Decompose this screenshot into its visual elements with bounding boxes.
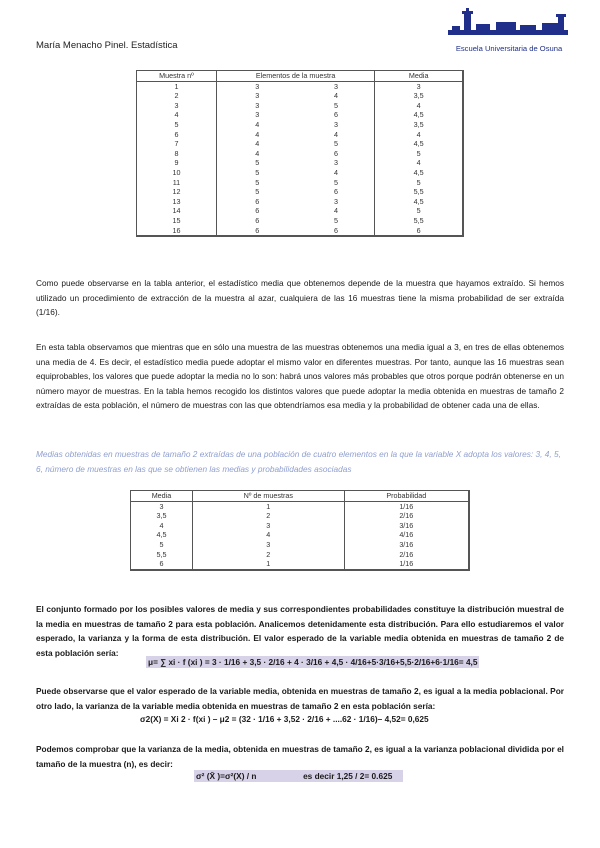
- table-row: [137, 149, 464, 159]
- table-caption: Medias obtenidas en muestras de tamaño 2 extraídas de una población de cuatro elementos en la que la variable X adopta los valores: 3, 4, 5, 6, número de muestras en las que se obtienen las medias y probabilidades asociadas: [36, 449, 561, 474]
- variance-of-mean-formula: [194, 770, 403, 782]
- probability: 3/16: [344, 540, 469, 550]
- mean-value: 5: [131, 540, 193, 550]
- sample-number: 3: [137, 101, 217, 111]
- sample-mean: 6: [375, 226, 463, 237]
- table-row: [137, 101, 464, 111]
- table-row: [137, 120, 464, 130]
- table-row: [137, 178, 464, 188]
- mean-value: 4,5: [131, 530, 193, 540]
- sample-number: 7: [137, 139, 217, 149]
- sample-element-1: 5: [216, 158, 297, 168]
- sample-number: 14: [137, 206, 217, 216]
- sample-element-2: 4: [333, 167, 338, 177]
- table-row: [131, 521, 470, 531]
- table-row: [137, 226, 464, 237]
- variance-formula: σ2(X) = Xi 2 · f(xi ) – μ2 = (32 · 1/16 + 3,52 · 2/16 + ....62 · 1/16)– 4,52= 0,625: [140, 714, 429, 724]
- sample-element-1: 5: [216, 187, 297, 197]
- sample-element-1: 4: [216, 149, 297, 159]
- paragraph-5: Podemos comprobar que la varianza de la media, obtenida en muestras de tamaño 2, es igual a la varianza poblacional dividida por el tamaño de la muestra (n), es decir:: [36, 744, 564, 769]
- sample-count: 1: [192, 559, 344, 570]
- probability: 3/16: [344, 521, 469, 531]
- sample-element-2: 3: [333, 196, 338, 206]
- means-header-count: Nº de muestras: [192, 491, 344, 502]
- sample-element-2: 3: [333, 158, 338, 168]
- sample-count: 1: [192, 501, 344, 511]
- sample-number: 10: [137, 168, 217, 178]
- sample-element-2: 4: [333, 91, 338, 101]
- table-row: [137, 130, 464, 140]
- sample-element-2: 5: [333, 215, 338, 225]
- means-header-mean: Media: [131, 491, 193, 502]
- sample-element-2: 6: [333, 148, 338, 158]
- sample-element-1: 6: [216, 197, 297, 207]
- sample-mean: 3,5: [375, 120, 463, 130]
- paragraph-2: En esta tabla observamos que mientras que en sólo una muestra de las muestras obtenemos una media igual a 3, en tres de ellas obtenemos una media de 4. Es decir, el estadístico media puede adoptar el mismo valor en diferentes muestras. Por tanto, aunque las 16 muestras sean equiprobables, los valores que puede adoptar la media no lo son: habrá unos valores más probables que otros porque podrán obtenerse en un número mayor de muestras. En la tabla hemos recogido los distintos valores que puede adoptar la media obtenida en muestras de tamaño 2 extraídas de esta población, el número de muestras con las que obtendríamos esa media y la probabilidad de obtener cada una de ellas.: [36, 342, 564, 411]
- sample-number: 4: [137, 110, 217, 120]
- samples-header-number: Muestra nº: [137, 71, 217, 82]
- sample-element-1: 5: [216, 178, 297, 188]
- table-row: [131, 530, 470, 540]
- table-row: [137, 216, 464, 226]
- sample-element-1: 5: [216, 168, 297, 178]
- expected-value-formula: μ= ∑ xi · f (xi ) = 3 · 1/16 + 3,5 · 2/16 + 4 · 3/16 + 4,5 · 4/16+5·3/16+5,5·2/16+6·1/16= 4,5: [148, 657, 478, 667]
- sample-mean: 4: [375, 158, 463, 168]
- table-row: [137, 139, 464, 149]
- probability: 1/16: [344, 501, 469, 511]
- table-row: [137, 168, 464, 178]
- variance-of-mean-result: es decir 1,25 / 2= 0.625: [303, 771, 393, 781]
- sample-element-2: 6: [333, 110, 338, 120]
- sample-number: 5: [137, 120, 217, 130]
- samples-header-mean: Media: [375, 71, 463, 82]
- sample-number: 11: [137, 178, 217, 188]
- sample-mean: 5: [375, 149, 463, 159]
- table-row: [137, 91, 464, 101]
- sample-element-2: 3: [333, 81, 338, 91]
- table-row: [137, 187, 464, 197]
- sample-count: 3: [192, 521, 344, 531]
- sample-element-1: 6: [216, 216, 297, 226]
- sample-mean: 4,5: [375, 168, 463, 178]
- sample-element-1: 3: [216, 110, 297, 120]
- header-author: María Menacho Pinel. Estadística: [36, 40, 178, 51]
- table-row: [131, 511, 470, 521]
- table-row: [137, 206, 464, 216]
- sample-element-2: 4: [333, 206, 338, 216]
- sample-number: 12: [137, 187, 217, 197]
- probability: 2/16: [344, 511, 469, 521]
- sample-element-1: 3: [216, 91, 297, 101]
- sample-number: 8: [137, 149, 217, 159]
- sample-count: 2: [192, 550, 344, 560]
- sample-count: 2: [192, 511, 344, 521]
- sample-mean: 4,5: [375, 197, 463, 207]
- probability: 4/16: [344, 530, 469, 540]
- mean-value: 4: [131, 521, 193, 531]
- means-table: [130, 490, 470, 571]
- mean-value: 3,5: [131, 511, 193, 521]
- sample-element-1: 6: [216, 226, 297, 237]
- sample-mean: 4: [375, 130, 463, 140]
- paragraph-4: Puede observarse que el valor esperado de la variable media, obtenida en muestras de tamaño 2, es igual a la media poblacional. Por otro lado, la varianza de la variable media obtenida en muestras de tamaño 2 en esta población sería:: [36, 686, 564, 711]
- table-row: [131, 540, 470, 550]
- table-row: [137, 158, 464, 168]
- paragraph-3: El conjunto formado por los posibles valores de media y sus correspondientes probabilidades constituye la distribución muestral de la media en muestras de tamaño 2 para esta población. Analicemos detenidamente esta distribución. Para ello estudiaremos el valor esperado, la varianza y la forma de esta distribución. El valor esperado de la variable media obtenida en muestras de tamaño 2 de esta población sería:: [36, 604, 564, 658]
- sample-number: 15: [137, 216, 217, 226]
- means-header-probability: Probabilidad: [344, 491, 469, 502]
- sample-number: 9: [137, 158, 217, 168]
- sample-element-2: 4: [333, 129, 338, 139]
- sample-number: 1: [137, 81, 217, 91]
- sample-number: 6: [137, 130, 217, 140]
- sample-number: 13: [137, 197, 217, 207]
- sample-mean: 5,5: [375, 187, 463, 197]
- sample-element-1: 3: [216, 81, 297, 91]
- sample-element-2: 5: [333, 100, 338, 110]
- variance-of-mean-expression: σ² (X̄ )=σ²(X) / n: [196, 771, 257, 781]
- sample-element-2: 5: [333, 139, 338, 149]
- probability: 2/16: [344, 550, 469, 560]
- probability: 1/16: [344, 559, 469, 570]
- mean-value: 5,5: [131, 550, 193, 560]
- sample-mean: 5,5: [375, 216, 463, 226]
- table-row: [137, 110, 464, 120]
- sample-element-1: 4: [216, 130, 297, 140]
- sample-mean: 4: [375, 101, 463, 111]
- sample-element-2: 3: [333, 119, 338, 129]
- sample-element-1: 4: [216, 139, 297, 149]
- table-row: [131, 550, 470, 560]
- table-row: [137, 81, 464, 91]
- paragraph-1: Como puede observarse en la tabla anterior, el estadístico media que obtenemos depende de la muestra que hayamos extraído. Si hemos utilizado un procedimiento de extracción de la muestra al azar, cualquiera de las 16 muestras tiene la misma probabilidad de ser extraída (1/16).: [36, 278, 564, 318]
- sample-mean: 3: [375, 81, 463, 91]
- table-row: [131, 559, 470, 570]
- sample-mean: 4,5: [375, 110, 463, 120]
- sample-count: 3: [192, 540, 344, 550]
- sample-number: 16: [137, 226, 217, 237]
- sample-element-2: 6: [333, 225, 338, 235]
- sample-mean: 5: [375, 178, 463, 188]
- mean-value: 3: [131, 501, 193, 511]
- table-row: [137, 197, 464, 207]
- sample-mean: 3,5: [375, 91, 463, 101]
- logo-caption: Escuela Universitaria de Osuna: [455, 44, 563, 53]
- sample-mean: 5: [375, 206, 463, 216]
- sample-element-2: 5: [333, 177, 338, 187]
- sample-number: 2: [137, 91, 217, 101]
- sample-element-1: 4: [216, 120, 297, 130]
- sample-element-2: 6: [333, 187, 338, 197]
- sample-mean: 4,5: [375, 139, 463, 149]
- sample-element-1: 3: [216, 101, 297, 111]
- table-row: [131, 501, 470, 511]
- mean-value: 6: [131, 559, 193, 570]
- sample-count: 4: [192, 530, 344, 540]
- sample-element-1: 6: [216, 206, 297, 216]
- samples-header-elements: Elementos de la muestra: [216, 71, 374, 82]
- samples-table: [136, 70, 464, 237]
